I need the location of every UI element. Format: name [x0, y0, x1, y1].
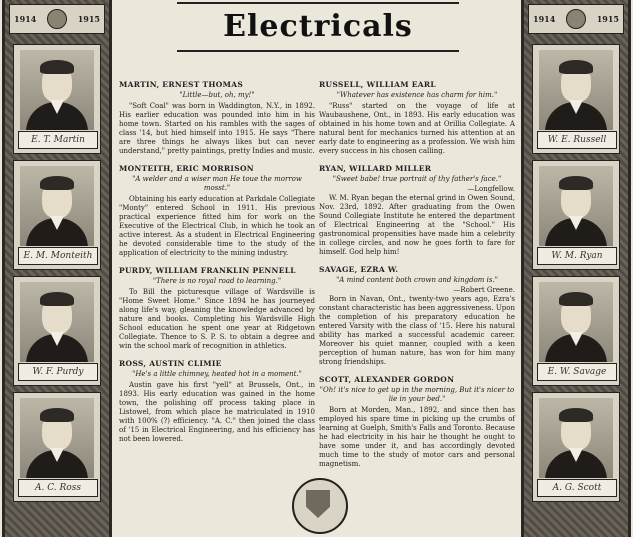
biography-entry: [319, 375, 515, 469]
biography-entry: [119, 266, 315, 351]
year-right: 1915: [596, 14, 619, 24]
signature: E. M. Monteith: [18, 247, 98, 265]
student-name: RYAN, WILLARD MILLER: [319, 164, 432, 173]
entry-quote: "A welder and a wiser man He toue the morrow mosst.": [132, 175, 302, 192]
portrait-photo: [20, 166, 94, 246]
portrait-photo: [20, 398, 94, 478]
entry-quote: "Little—but, oh, my!": [179, 91, 255, 99]
entry-body: "Soft Coal" was born in Waddington, N.Y., in 1892. His earlier education was pounded into him in his home town. Started on his rambles with the sages of class '14, but hied himself into 1915. He says "There are three things he always likes but can never understand," pretty paintings, pretty Indies and music.: [119, 102, 315, 155]
student-name: SCOTT, ALEXANDER GORDON: [319, 375, 455, 384]
portrait-frame: [13, 276, 101, 386]
portrait-photo: [539, 50, 613, 130]
signature: W. M. Ryan: [537, 247, 617, 265]
center-text-area: [117, 0, 519, 537]
biography-entry: [119, 164, 315, 258]
entry-body: "Russ" started on the voyage of life at Waubaushene, Ont., in 1893. His early education was obtained in his home town and at Orillia Collegiate. A natural bent for mechanics turned his attention at an early date to engineering as a profession. We wish him every success in his chosen calling.: [319, 102, 515, 155]
portrait-photo: [539, 282, 613, 362]
entry-body: Austin gave his first "yell" at Brussels, Ont., in 1893. His early education was gained in the home town, the polishing off process taking place in Listowel, from which place he matriculated in 1910 with 100% (?) efficiency. "A. C." then joined the class of '15 in Electrical Engineering, and his efficiency has not been lowered.: [119, 381, 315, 443]
entry-quote: "Oh! it's nice to get up in the morning, But it's nicer to lie in your bed.": [319, 386, 515, 403]
student-name: MONTEITH, ERIC MORRISON: [119, 164, 254, 173]
portrait-frame: [13, 160, 101, 270]
year-left: 1914: [14, 14, 37, 24]
portrait-frame: [13, 392, 101, 502]
year-right: 1915: [77, 14, 100, 24]
entry-quote: "Sweet babe! true portrait of thy father's face.": [332, 175, 502, 183]
signature: E. W. Savage: [537, 363, 617, 381]
biography-entry: [319, 164, 515, 257]
entry-body: Born in Navan, Ont., twenty-two years ago, Ezra's constant characteristic has been aggressiveness. Upon the completion of his preparatory education he entered Varsity with the class of '15. Here his natural ability has marked a successful academic career. Moreover his quiet manner, coupled with a keen perception of human nature, has won for him many strong friendships.: [319, 295, 515, 366]
year-left: 1914: [533, 14, 556, 24]
student-name: SAVAGE, EZRA W.: [319, 265, 399, 274]
page-title: Electricals: [177, 2, 459, 52]
entry-quote: "A mind content both crown and kingdom is.": [336, 276, 498, 284]
column-header: [528, 4, 624, 34]
signature: W. E. Russell: [537, 131, 617, 149]
quote-attribution: —Longfellow.: [467, 185, 515, 193]
left-text-column: [119, 80, 315, 452]
student-name: PURDY, WILLIAM FRANKLIN PENNELL: [119, 266, 296, 275]
portrait-photo: [539, 398, 613, 478]
column-header: [9, 4, 105, 34]
biography-entry: [119, 359, 315, 444]
quote-attribution: —Robert Greene.: [453, 286, 515, 294]
right-photo-column: [521, 0, 631, 537]
portrait-photo: [20, 50, 94, 130]
entry-body: Born at Morden, Man., 1892, and since then has employed his spare time in picking up the crumbs of learning at Guelph, Smith's Falls and Toronto. Because he had electricity in his hair he thought he ought to have some under it, and has accordingly devoted much time to the study of motor cars and personal magnetism.: [319, 406, 515, 468]
portrait-frame: [532, 392, 620, 502]
entry-quote: "Whatever has existence has charm for him.": [336, 91, 498, 99]
entry-body: To Bill the picturesque village of Wardsville is "Home Sweet Home." Since 1894 he has journeyed along life's way, gleaning the knowledge advanced by nature and books. Completing his Wardsville High School education he spent one year at Ridgetown Collegiate. Thence to S. P. S. to obtain a degree and win the school mark of recognition in athletics.: [119, 288, 315, 350]
entry-quote: "He's a little chimney, heated hot in a moment.": [132, 370, 302, 378]
portrait-frame: [532, 44, 620, 154]
portrait-frame: [13, 44, 101, 154]
portrait-photo: [539, 166, 613, 246]
entry-body: Obtaining his early education at Parkdale Collegiate "Monty" entered School in 1911. His previous practical experience fitted him for work on the Executive of the Electrical Club, in which he took an active interest. As a student in Electrical Engineering he devoted considerable time to the study of the application of electricity to the mining industry.: [119, 195, 315, 257]
entry-body: W. M. Ryan began the eternal grind in Owen Sound, Nov. 23rd, 1892. After graduating from the Owen Sound Collegiate Institute he entered the department of Electrical Engineering at the "School." His gastronomical propensities have made him a celebrity in college circles, and now he goes forth to fare for himself. God help him!: [319, 194, 515, 256]
portrait-photo: [20, 282, 94, 362]
signature: W. F. Purdy: [18, 363, 98, 381]
entry-quote: "There is no royal road to learning.": [152, 277, 282, 285]
biography-entry: [319, 80, 515, 156]
left-photo-column: [2, 0, 112, 537]
signature: A. G. Scott: [537, 479, 617, 497]
signature: A. C. Ross: [18, 479, 98, 497]
crest-icon: [47, 9, 67, 29]
portrait-frame: [532, 276, 620, 386]
student-name: MARTIN, ERNEST THOMAS: [119, 80, 244, 89]
biography-entry: [119, 80, 315, 156]
right-text-column: [319, 80, 515, 477]
university-seal-icon: [292, 478, 348, 534]
biography-entry: [319, 265, 515, 367]
crest-icon: [566, 9, 586, 29]
portrait-frame: [532, 160, 620, 270]
signature: E. T. Martin: [18, 131, 98, 149]
student-name: RUSSELL, WILLIAM EARL: [319, 80, 436, 89]
student-name: ROSS, AUSTIN CLIMIE: [119, 359, 222, 368]
